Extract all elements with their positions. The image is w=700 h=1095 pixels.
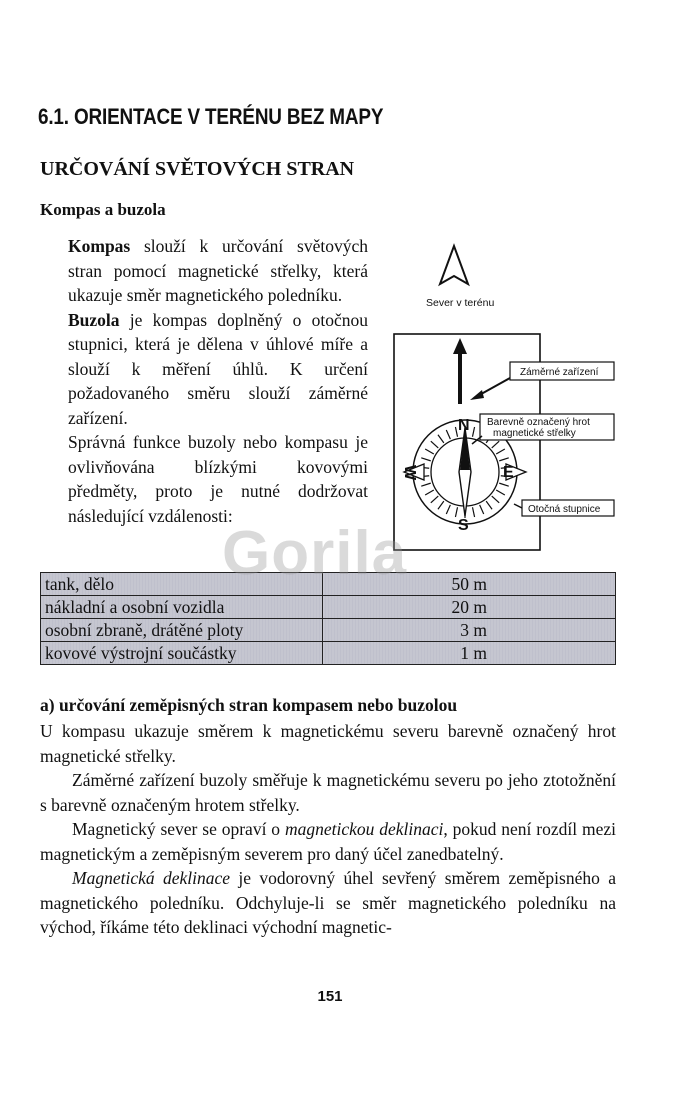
sighting-arrow-icon bbox=[453, 338, 467, 404]
distance-item: kovové výstrojní součástky bbox=[41, 642, 323, 665]
dial-tick bbox=[496, 449, 505, 454]
intro-paragraph-2 bbox=[68, 308, 368, 431]
distance-item: nákladní a osobní vozidla bbox=[41, 596, 323, 619]
dir-n: N bbox=[458, 417, 470, 434]
term-buzola: Buzola bbox=[68, 309, 120, 330]
table-row bbox=[41, 596, 616, 619]
body-paragraph-4 bbox=[40, 866, 616, 940]
label-sighting: Záměrné zařízení bbox=[520, 367, 599, 378]
dial-tick bbox=[492, 441, 499, 448]
page-number: 151 bbox=[317, 988, 343, 1005]
watermark: Gorila bbox=[222, 519, 408, 588]
table-row bbox=[41, 619, 616, 642]
term-magnetic-declination: magnetickou deklinaci bbox=[284, 819, 444, 839]
table-row bbox=[41, 642, 616, 665]
label-needle: Barevně označený hrot magnetické střelky bbox=[487, 417, 590, 439]
dir-w: W bbox=[401, 465, 418, 481]
north-label: Sever v terénu bbox=[426, 297, 495, 309]
intro-paragraph-1 bbox=[68, 234, 368, 308]
intro-p2-text: je kompas doplněný o otočnou stupnici, která je dělena v úhlové míře a slouží k měření úhlů. K určení požadovaného směru slouží záměrné zařízení. bbox=[68, 309, 368, 428]
distance-value: 3 m bbox=[323, 619, 616, 642]
section-heading: 6.1. ORIENTACE V TERÉNU BEZ MAPY bbox=[38, 104, 384, 129]
intro-text bbox=[68, 234, 368, 528]
intro-paragraph-3: Správná funkce buzoly nebo kompasu je ovlivňována blízkými kovovými předměty, proto je nutné dodržovat následující vzdálenosti: bbox=[68, 432, 368, 526]
body-paragraph-3 bbox=[40, 817, 616, 866]
distance-value: 50 m bbox=[323, 573, 616, 596]
dir-e: E bbox=[503, 464, 514, 481]
dial-tick bbox=[492, 496, 499, 503]
dial-tick bbox=[425, 490, 434, 495]
subsubheading: Kompas a buzola bbox=[40, 200, 166, 219]
distance-value: 20 m bbox=[323, 596, 616, 619]
dial-tick bbox=[438, 501, 444, 509]
body-text bbox=[40, 719, 616, 940]
dial-tick bbox=[499, 458, 509, 461]
subheading: URČOVÁNÍ SVĚTOVÝCH STRAN bbox=[40, 158, 355, 180]
dial-tick bbox=[421, 458, 431, 461]
dial-tick bbox=[431, 441, 438, 448]
dial-tick bbox=[472, 427, 474, 437]
body-p4-b: je vodorovný úhel sevřený směrem zeměpisného a magnetického poledníku. Odchyluje-li se směr magnetického poledníku na východ, říkáme této deklinaci východní magnetic- bbox=[40, 868, 616, 937]
body-paragraph-2: Záměrné zařízení buzoly směřuje k magnetickému severu po jeho ztotožnění s barevně označeným hrotem střelky. bbox=[40, 770, 616, 815]
body-p3-b: , pokud není rozdíl mezi magnetickým a zeměpisným severem pro daný účel zanedbatelný. bbox=[40, 819, 616, 864]
dial-tick bbox=[486, 501, 492, 509]
north-arrow-icon bbox=[440, 246, 468, 284]
body-paragraph-1: U kompasu ukazuje směrem k magnetickému severu barevně označený hrot magnetické střelky. bbox=[40, 721, 616, 766]
dial-tick bbox=[446, 505, 450, 514]
body-p3-a: Magnetický sever se opraví o bbox=[72, 819, 285, 839]
dial-tick bbox=[446, 430, 450, 439]
part-a-heading: a) určování zeměpisných stran kompasem nebo buzolou bbox=[40, 695, 458, 715]
dial-tick bbox=[480, 505, 484, 514]
dial-tick bbox=[431, 496, 438, 503]
dial-tick bbox=[472, 507, 474, 517]
compass-figure bbox=[390, 238, 640, 568]
distance-item: tank, dělo bbox=[41, 573, 323, 596]
dial-tick bbox=[455, 507, 457, 517]
dial-tick bbox=[425, 449, 434, 454]
intro-p1-text: slouží k určování světových stran pomocí magnetické střelky, která ukazuje směr magnetického poledníku. bbox=[68, 236, 368, 305]
term-magnetic-declination-def: Magnetická deklinace bbox=[72, 868, 230, 888]
dial-tick bbox=[421, 483, 431, 486]
label-dial: Otočná stupnice bbox=[528, 504, 601, 515]
dial-tick bbox=[499, 483, 509, 486]
dial-tick bbox=[438, 435, 444, 443]
dial-tick bbox=[496, 490, 505, 495]
distance-value: 1 m bbox=[323, 642, 616, 665]
dir-s: S bbox=[458, 517, 469, 534]
term-kompas: Kompas bbox=[68, 236, 131, 256]
distance-item: osobní zbraně, drátěné ploty bbox=[41, 619, 323, 642]
